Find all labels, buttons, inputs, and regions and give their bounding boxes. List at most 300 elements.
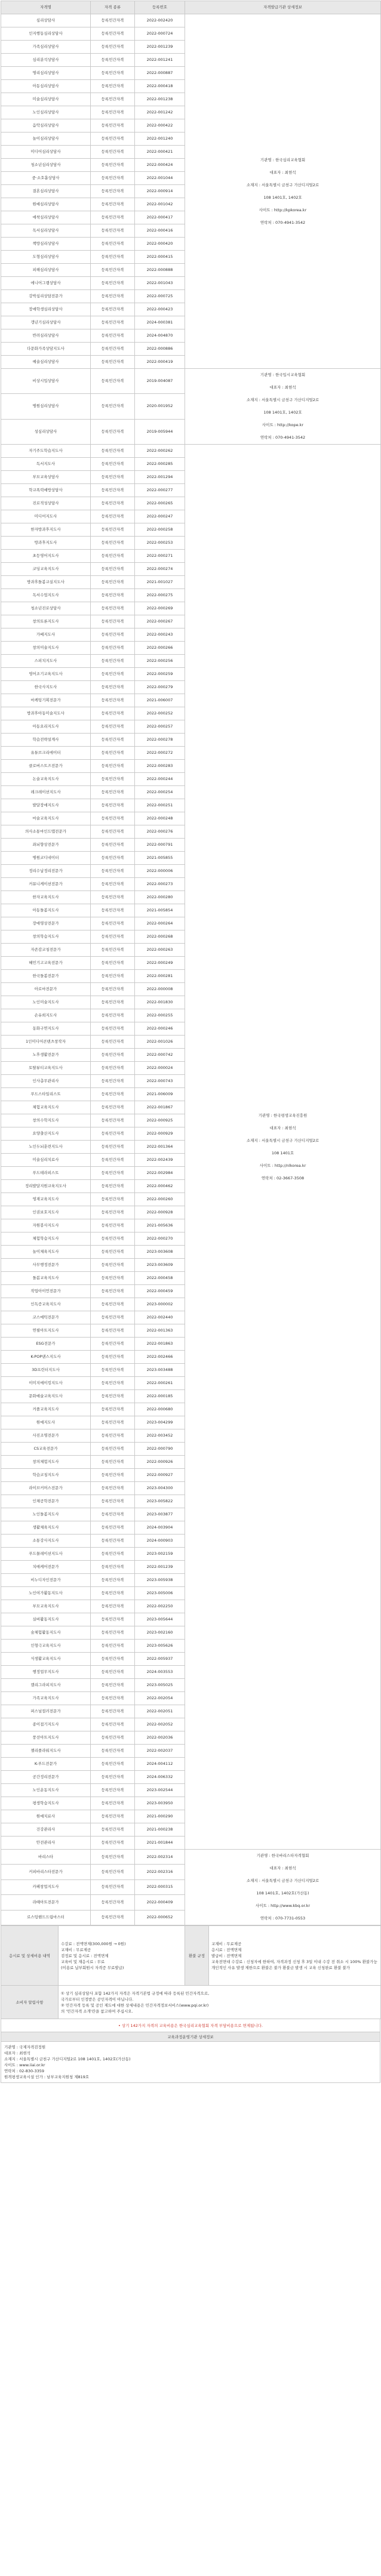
issuer-info-cell [185, 369, 381, 445]
reg-number-cell: 2022-000725 [135, 290, 185, 303]
reg-number-cell: 2023-005644 [135, 1613, 185, 1626]
cert-type-cell: 등록민간자격 [91, 1272, 135, 1285]
cert-name-cell: 캘리그라피지도사 [1, 1679, 91, 1692]
reg-number-cell: 2022-002466 [135, 1351, 185, 1364]
cert-type-cell: 등록민간자격 [91, 80, 135, 93]
cert-type-cell: 등록민간자격 [91, 1879, 135, 1894]
fee-row [1, 1926, 381, 1986]
reg-number-cell: 2021-000238 [135, 1823, 185, 1837]
cert-type-cell: 등록민간자격 [91, 799, 135, 812]
cert-name-cell: 커피바리스타전문가 [1, 1865, 91, 1879]
cert-name-cell: 자원봉사지도사 [1, 1219, 91, 1232]
cert-type-cell: 등록민간자격 [91, 1141, 135, 1154]
footer-line: 원격평생교육시설 인가 : 남부교육지원청 제819호 [4, 2075, 90, 2079]
cert-name-cell: 음악심리상담사 [1, 119, 91, 133]
reg-number-cell: 2022-000409 [135, 1895, 185, 1910]
cert-name-cell: 가족심리상담사 [1, 41, 91, 54]
reg-number-cell: 2019-004087 [135, 369, 185, 394]
cert-name-cell: 창의학습지도사 [1, 930, 91, 944]
reg-number-cell: 2022-000279 [135, 681, 185, 694]
cert-name-cell: 인체공학전문가 [1, 1495, 91, 1508]
cert-name-cell: 도형심리상담사 [1, 251, 91, 264]
page-wrapper [1, 1, 380, 2083]
cert-name-cell: 건강관리사 [1, 1823, 91, 1837]
cert-type-cell: 등록민간자격 [91, 983, 135, 996]
cert-type-cell: 등록민간자격 [91, 1456, 135, 1469]
reg-number-cell: 2022-000887 [135, 67, 185, 80]
reg-number-cell: 2022-000285 [135, 458, 185, 471]
cert-name-cell: 원예심리상담사 [1, 198, 91, 211]
issuer-info-line: 108 1401호 [271, 1150, 294, 1155]
cert-type-cell: 등록민간자격 [91, 1443, 135, 1456]
cert-type-cell: 등록민간자격 [91, 852, 135, 865]
cert-name-cell: 예술심리상담사 [1, 356, 91, 369]
reg-number-cell: 2022-000458 [135, 1272, 185, 1285]
cert-type-cell: 등록민간자격 [91, 41, 135, 54]
reg-number-cell: 2022-000462 [135, 1180, 185, 1193]
issuer-info-cell [185, 445, 381, 1850]
reg-number-cell: 2022-000888 [135, 264, 185, 277]
notice-text: • 상기 142가지 자격의 교육비용은 한국심리교육협회 자격 부담비용으로 면제됩니다. [1, 2019, 380, 2032]
cert-name-cell: 돌봄교육지도사 [1, 1272, 91, 1285]
cert-type-cell: 등록민간자격 [91, 1705, 135, 1718]
reg-number-cell: 2022-000185 [135, 1390, 185, 1403]
cert-type-cell: 등록민간자격 [91, 537, 135, 550]
cert-type-cell: 등록민간자격 [91, 773, 135, 786]
reg-number-cell: 2022-000256 [135, 655, 185, 668]
cert-name-cell: 푸드물레이션지도사 [1, 1548, 91, 1561]
cert-name-cell: 한국돌봄전문가 [1, 970, 91, 983]
reg-number-cell: 2022-000265 [135, 497, 185, 510]
cert-type-cell: 등록민간자격 [91, 1600, 135, 1613]
cert-type-cell: 등록민간자격 [91, 329, 135, 343]
cert-type-cell: 등록민간자격 [91, 106, 135, 119]
cert-name-cell: 클로버스트즈전문가 [1, 760, 91, 773]
issuer-info-line: 대표자 : 최현석 [269, 385, 296, 390]
cert-type-cell: 등록민간자격 [91, 615, 135, 628]
cert-name-cell: 노인미술지도사 [1, 996, 91, 1009]
issuer-info-line: 연락처 : 070-4941-3542 [260, 435, 306, 440]
cert-type-cell: 등록민간자격 [91, 198, 135, 211]
reg-number-cell: 2022-000724 [135, 27, 185, 41]
cert-type-cell: 등록민간자격 [91, 1390, 135, 1403]
reg-number-cell: 2022-000247 [135, 510, 185, 523]
cert-type-cell: 등록민간자격 [91, 1022, 135, 1036]
cert-name-cell: 창의미술지도사 [1, 642, 91, 655]
cert-type-cell: 등록민간자격 [91, 211, 135, 224]
cert-name-cell: 병원심리상담사 [1, 394, 91, 419]
cert-name-cell: 애착심리상담사 [1, 211, 91, 224]
reg-number-cell: 2022-000315 [135, 1879, 185, 1894]
reg-number-cell: 2022-002440 [135, 1311, 185, 1324]
cert-type-cell: 등록민간자격 [91, 681, 135, 694]
issuer-info-line: 기관명 : 한국심리교육협회 [260, 157, 306, 162]
cert-type-cell: 등록민간자격 [91, 1377, 135, 1390]
cert-name-cell: 부모교육지도사 [1, 1600, 91, 1613]
reg-number-cell: 2022-000272 [135, 747, 185, 760]
cert-type-cell: 등록민간자격 [91, 825, 135, 839]
cert-type-cell: 등록민간자격 [91, 1666, 135, 1679]
cert-name-cell: 행정업무지도사 [1, 1666, 91, 1679]
cert-type-cell: 등록민간자격 [91, 734, 135, 747]
cert-name-cell: 젤리플라워지도사 [1, 1745, 91, 1758]
table-header-row [1, 1, 381, 14]
header-cert-type: 자격 종류 [91, 1, 135, 14]
cert-type-cell: 등록민간자격 [91, 1167, 135, 1180]
cert-type-cell: 등록민간자격 [91, 1718, 135, 1731]
cert-name-cell: 비상시입상담사 [1, 369, 91, 394]
reg-number-cell: 2024-006332 [135, 1771, 185, 1784]
cert-type-cell: 등록민간자격 [91, 1692, 135, 1705]
consumer-row [1, 1986, 381, 2019]
reg-number-cell: 2022-000249 [135, 957, 185, 970]
cert-type-cell: 등록민간자격 [91, 786, 135, 799]
cert-type-cell: 등록민간자격 [91, 970, 135, 983]
cert-name-cell: 혜민기고교육전문가 [1, 957, 91, 970]
reg-number-cell: 2022-000280 [135, 891, 185, 904]
cert-name-cell: 인지행동심리상담사 [1, 27, 91, 41]
cert-type-cell: 등록민간자격 [91, 1613, 135, 1626]
cert-type-cell: 등록민간자격 [91, 878, 135, 891]
reg-number-cell: 2022-000276 [135, 825, 185, 839]
cert-type-cell: 등록민간자격 [91, 1403, 135, 1416]
cert-name-cell: 피해심리상담사 [1, 264, 91, 277]
fee-line-reexam: 교육비 및 재응시료 : 무료 [61, 1959, 105, 1964]
cert-type-cell: 등록민간자격 [91, 27, 135, 41]
cert-type-cell: 등록민간자격 [91, 1626, 135, 1640]
cert-name-cell: 풍선아트지도사 [1, 1731, 91, 1745]
refund-label: 환불 규정 [185, 1926, 209, 1986]
cert-type-cell: 등록민간자격 [91, 146, 135, 159]
table-row [1, 14, 381, 27]
cert-type-cell: 등록민간자격 [91, 589, 135, 602]
fee-line-tuition: 수강료 : 전액면제(300,000원 → 0원) [61, 1941, 126, 1946]
reg-number-cell: 2022-002054 [135, 1692, 185, 1705]
reg-number-cell: 2022-000266 [135, 642, 185, 655]
cert-name-cell: 독서지도사 [1, 458, 91, 471]
cert-name-cell: 아동심리상담사 [1, 80, 91, 93]
footer-line: 사이트 : www.iiai.or.kr [4, 2063, 45, 2067]
cert-name-cell: 인사총무관리사 [1, 1075, 91, 1088]
footer-line: 기관명 : 국제자격검정원 [4, 2045, 46, 2050]
issuer-info-line: 대표자 : 최현석 [269, 1866, 296, 1871]
cert-type-cell: 등록민간자격 [91, 343, 135, 356]
reg-number-cell: 2024-000903 [135, 1534, 185, 1548]
cert-name-cell: 병원코디네이터 [1, 852, 91, 865]
cert-name-cell: 식생활교육지도사 [1, 1653, 91, 1666]
issuer-info-line: 소재지 : 서울특별시 금천구 가산디지털2로 [246, 1138, 319, 1143]
reg-number-cell: 2021-005854 [135, 904, 185, 917]
cert-type-cell: 등록민간자격 [91, 290, 135, 303]
reg-number-cell: 2022-001240 [135, 133, 185, 146]
cert-name-cell: 체험학습지도사 [1, 1232, 91, 1246]
cert-type-cell: 등록민간자격 [91, 497, 135, 510]
reg-number-cell: 2022-000415 [135, 251, 185, 264]
consumer-line: 의 '민간자격 소개'란을 참고하여 주십시오. [61, 2008, 133, 2014]
cert-name-cell: 3D프린터지도사 [1, 1364, 91, 1377]
cert-type-cell: 등록민간자격 [91, 1416, 135, 1429]
cert-name-cell: 방과후돌봄교실지도사 [1, 576, 91, 589]
reg-number-cell: 2022-000416 [135, 224, 185, 238]
cert-name-cell: 사진조명전문가 [1, 1429, 91, 1443]
cert-type-cell: 등록민간자격 [91, 1075, 135, 1088]
refund-line: 교육전면대 수강료 : 신청자에 한하여, 자격과정 신청 후 3일 이내 수강 전 취소 시 100% 환불가능 [211, 1959, 377, 1964]
reg-number-cell: 2022-002984 [135, 1167, 185, 1180]
reg-number-cell: 2022-000253 [135, 537, 185, 550]
cert-type-cell: 등록민간자격 [91, 1364, 135, 1377]
fee-line-exam: 검정료 및 응시료 : 전액면제 [61, 1953, 109, 1958]
cert-type-cell: 등록민간자격 [91, 1653, 135, 1666]
cert-type-cell: 등록민간자격 [91, 839, 135, 852]
cert-type-cell: 등록민간자격 [91, 865, 135, 878]
reg-number-cell: 2022-000267 [135, 615, 185, 628]
reg-number-cell: 2021-000290 [135, 1810, 185, 1823]
cert-name-cell: 한국사지도사 [1, 681, 91, 694]
cert-name-cell: 마술교육지도사 [1, 812, 91, 825]
cert-name-cell: 바리스타 [1, 1850, 91, 1865]
cert-type-cell: 등록민간자격 [91, 316, 135, 329]
cert-name-cell: 유튜브크리에이터 [1, 747, 91, 760]
cert-type-cell: 등록민간자격 [91, 93, 135, 106]
cert-type-cell: 등록민간자격 [91, 576, 135, 589]
cert-type-cell: 등록민간자격 [91, 1114, 135, 1127]
cert-type-cell: 등록민간자격 [91, 563, 135, 576]
cert-type-cell: 등록민간자격 [91, 1469, 135, 1482]
cert-type-cell: 등록민간자격 [91, 14, 135, 27]
issuer-info-line: 사이트 : http://kope.kr [262, 423, 304, 427]
cert-name-cell: 코스메틱전문가 [1, 1311, 91, 1324]
fee-details [59, 1926, 185, 1986]
reg-number-cell: 2022-000244 [135, 773, 185, 786]
cert-type-cell: 등록민간자격 [91, 1246, 135, 1259]
cert-type-cell: 등록민간자격 [91, 944, 135, 957]
issuer-info-line: 사이트 : http://nlkorea.kr [259, 1163, 306, 1168]
cert-name-cell: 안전관리사 [1, 1837, 91, 1850]
header-cert-name: 자격명 [1, 1, 91, 14]
reg-number-cell: 2022-001044 [135, 172, 185, 185]
consumer-line: ② 민간자격 등록 및 공인 제도에 대한 상세내용은 민간자격정보서비스(www.pqi.or.kr) [61, 2002, 209, 2008]
cert-type-cell: 등록민간자격 [91, 1837, 135, 1850]
cert-type-cell: 등록민간자격 [91, 1865, 135, 1879]
cert-type-cell: 등록민간자격 [91, 642, 135, 655]
issuer-info-line: 소재지 : 서울특별시 금천구 가산디지털2로 [246, 398, 319, 402]
reg-number-cell: 2024-003904 [135, 1521, 185, 1534]
cert-name-cell: 미디어심리상담사 [1, 146, 91, 159]
cert-type-cell: 등록민간자격 [91, 1206, 135, 1219]
cert-type-cell: 등록민간자격 [91, 694, 135, 707]
reg-number-cell: 2022-000257 [135, 720, 185, 734]
cert-name-cell: 스피치지도사 [1, 655, 91, 668]
reg-number-cell: 2022-000269 [135, 602, 185, 615]
reg-number-cell: 2022-002314 [135, 1850, 185, 1865]
reg-number-cell: 2022-002316 [135, 1865, 185, 1879]
cert-name-cell: 한자방과후지도사 [1, 523, 91, 537]
cert-type-cell: 등록민간자격 [91, 1574, 135, 1587]
cert-type-cell: 등록민간자격 [91, 668, 135, 681]
cert-type-cell: 등록민간자격 [91, 1009, 135, 1022]
reg-number-cell: 2022-000261 [135, 1377, 185, 1390]
reg-number-cell: 2022-000260 [135, 1193, 185, 1206]
reg-number-cell: 2022-001867 [135, 1101, 185, 1114]
cert-type-cell: 등록민간자격 [91, 1587, 135, 1600]
reg-number-cell: 2022-001363 [135, 1324, 185, 1338]
reg-number-cell: 2022-000278 [135, 734, 185, 747]
reg-number-cell: 2023-005025 [135, 1679, 185, 1692]
reg-number-cell: 2023-002160 [135, 1626, 185, 1640]
issuer-info-line: 대표자 : 최현석 [269, 1125, 296, 1130]
reg-number-cell: 2022-000258 [135, 523, 185, 537]
cert-name-cell: ESG전문가 [1, 1338, 91, 1351]
cert-name-cell: 영재교육지도사 [1, 1193, 91, 1206]
refund-line: 발급비 : 전액면제 [211, 1953, 242, 1958]
cert-type-cell: 등록민간자격 [91, 277, 135, 290]
cert-type-cell: 등록민간자격 [91, 1127, 135, 1141]
cert-type-cell: 등록민간자격 [91, 1745, 135, 1758]
reg-number-cell: 2022-000273 [135, 878, 185, 891]
certification-table [1, 1, 381, 1925]
cert-type-cell: 등록민간자격 [91, 1049, 135, 1062]
cert-type-cell: 등록민간자격 [91, 159, 135, 172]
cert-name-cell: 미술심리상담사 [1, 93, 91, 106]
header-reg-number: 등록번호 [135, 1, 185, 14]
cert-name-cell: 한자교육지도사 [1, 891, 91, 904]
cert-type-cell: 등록민간자격 [91, 891, 135, 904]
cert-name-cell: 학습전략설계사 [1, 734, 91, 747]
cert-name-cell: 아로마전문가 [1, 983, 91, 996]
issuer-info-line: 사이트 : http://www.kbq.or.kr [255, 1903, 311, 1908]
cert-name-cell: 에니어그램상담사 [1, 277, 91, 290]
cert-type-cell: 등록민간자격 [91, 1259, 135, 1272]
cert-type-cell: 등록민간자격 [91, 602, 135, 615]
reg-number-cell: 2021-006009 [135, 1088, 185, 1101]
cert-name-cell: 독서심리상담사 [1, 224, 91, 238]
cert-type-cell: 등록민간자격 [91, 251, 135, 264]
cert-type-cell: 등록민간자격 [91, 510, 135, 523]
cert-type-cell: 등록민간자격 [91, 133, 135, 146]
reg-number-cell: 2022-003452 [135, 1429, 185, 1443]
cert-name-cell: 학교폭력예방상담사 [1, 484, 91, 497]
reg-number-cell: 2022-001294 [135, 471, 185, 484]
reg-number-cell: 2022-001239 [135, 1561, 185, 1574]
cert-type-cell: 등록민간자격 [91, 1495, 135, 1508]
cert-type-cell: 등록민간자격 [91, 812, 135, 825]
cert-name-cell: 인독증교육지도사 [1, 1298, 91, 1311]
cert-name-cell: 심리상담사 [1, 14, 91, 27]
cert-type-cell: 등록민간자격 [91, 1823, 135, 1837]
cert-name-cell: 마케팅기획전문가 [1, 694, 91, 707]
cert-name-cell: 방과후아동미술지도사 [1, 707, 91, 720]
consumer-details [59, 1986, 381, 2019]
cert-type-cell: 등록민간자격 [91, 957, 135, 970]
cert-type-cell: 등록민간자격 [91, 1784, 135, 1797]
cert-name-cell: 독서수업지도사 [1, 589, 91, 602]
cert-name-cell: 방과후지도사 [1, 537, 91, 550]
fee-label: 응시료 및 상세비용 내역 [1, 1926, 59, 1986]
cert-type-cell: 등록민간자격 [91, 720, 135, 734]
reg-number-cell: 2022-000246 [135, 1022, 185, 1036]
issuer-info-line: 소재지 : 서울특별시 금천구 가산디지털2로 [246, 1878, 319, 1883]
cert-name-cell: 토탈뷰티교육지도사 [1, 1062, 91, 1075]
cert-type-cell: 등록민간자격 [91, 1910, 135, 1925]
cert-type-cell: 등록민간자격 [91, 1640, 135, 1653]
cert-type-cell: 등록민간자격 [91, 1219, 135, 1232]
cert-name-cell: 자기주도학습지도사 [1, 445, 91, 458]
cert-type-cell: 등록민간자격 [91, 1758, 135, 1771]
reg-number-cell: 2023-003877 [135, 1508, 185, 1521]
cert-name-cell: 아동돌봄지도사 [1, 904, 91, 917]
reg-number-cell: 2022-000008 [135, 983, 185, 996]
cert-type-cell: 등록민간자격 [91, 1154, 135, 1167]
reg-number-cell: 2022-000422 [135, 119, 185, 133]
cert-name-cell: 정리수납정리전문가 [1, 865, 91, 878]
reg-number-cell: 2022-000886 [135, 343, 185, 356]
consumer-line: ① 상기 심리상담사 포함 142가지 자격은 자격기본법 규정에 따라 등록된 민간자격으로, [61, 1990, 210, 1996]
reg-number-cell: 2023-005938 [135, 1574, 185, 1587]
issuer-info-line: 기관명 : 한국평생교육진흥원 [258, 1113, 308, 1118]
issuer-info-line: 사이트 : http://kpkorea.kr [259, 207, 307, 212]
cert-name-cell: 중·소호흡상담사 [1, 172, 91, 185]
cert-name-cell: 노인돌봄지도사 [1, 1508, 91, 1521]
reg-number-cell: 2022-000421 [135, 146, 185, 159]
reg-number-cell: 2022-000248 [135, 812, 185, 825]
reg-number-cell: 2022-001241 [135, 54, 185, 67]
reg-number-cell: 2022-000652 [135, 1910, 185, 1925]
header-issuer-info: 자격발급기관 상세정보 [185, 1, 381, 14]
cert-name-cell: 라이브커머스전문가 [1, 1482, 91, 1495]
reg-number-cell: 2022-000423 [135, 303, 185, 316]
reg-number-cell: 2022-002250 [135, 1600, 185, 1613]
cert-name-cell: 손유희지도사 [1, 1009, 91, 1022]
reg-number-cell: 2022-000254 [135, 786, 185, 799]
reg-number-cell: 2021-005636 [135, 1219, 185, 1232]
cert-type-cell: 등록민간자격 [91, 172, 135, 185]
cert-name-cell: K-POP댄스지도사 [1, 1351, 91, 1364]
reg-number-cell: 2022-000283 [135, 760, 185, 773]
reg-number-cell: 2022-002036 [135, 1731, 185, 1745]
reg-number-cell: 2022-000680 [135, 1403, 185, 1416]
cert-type-cell: 등록민간자격 [91, 707, 135, 720]
refund-line: 응시료 : 전액면제 [211, 1947, 242, 1952]
issuer-info-line: 108 1401호, 1402호 [263, 410, 302, 415]
footer-title: 교육과정운영기관 상세정보 [1, 2032, 380, 2042]
cert-name-cell: K-푸드전문가 [1, 1758, 91, 1771]
cert-type-cell: 등록민간자격 [91, 996, 135, 1009]
issuer-info-line: 연락처 : 02-3667-3508 [261, 1175, 305, 1181]
cert-type-cell: 등록민간자격 [91, 523, 135, 537]
cert-name-cell: 노후생활전문가 [1, 1049, 91, 1062]
issuer-info-line: 연락처 : 070-7731-0553 [260, 1916, 306, 1921]
refund-details [209, 1926, 381, 1986]
reg-number-cell: 2022-001242 [135, 106, 185, 119]
cert-type-cell: 등록민간자격 [91, 1088, 135, 1101]
reg-number-cell: 2023-005822 [135, 1495, 185, 1508]
cert-name-cell: 요양출산지도사 [1, 1127, 91, 1141]
reg-number-cell: 2020-001952 [135, 394, 185, 419]
reg-number-cell: 2022-000790 [135, 1443, 185, 1456]
issuer-info-line: 108 1401호, 1402호 [263, 195, 302, 200]
cert-name-cell: 코딩교육지도사 [1, 563, 91, 576]
cert-type-cell: 등록민간자격 [91, 930, 135, 944]
reg-number-cell: 2023-002544 [135, 1784, 185, 1797]
cert-type-cell: 등록민간자격 [91, 369, 135, 394]
cert-type-cell: 등록민간자격 [91, 445, 135, 458]
cert-type-cell: 등록민간자격 [91, 54, 135, 67]
reg-number-cell: 2021-001027 [135, 576, 185, 589]
issuer-info-line: 기관명 : 한국입시교육협회 [260, 372, 306, 377]
consumer-label: 소비자 알림사항 [1, 1986, 59, 2019]
reg-number-cell: 2022-000929 [135, 1127, 185, 1141]
cert-type-cell: 등록민간자격 [91, 1180, 135, 1193]
